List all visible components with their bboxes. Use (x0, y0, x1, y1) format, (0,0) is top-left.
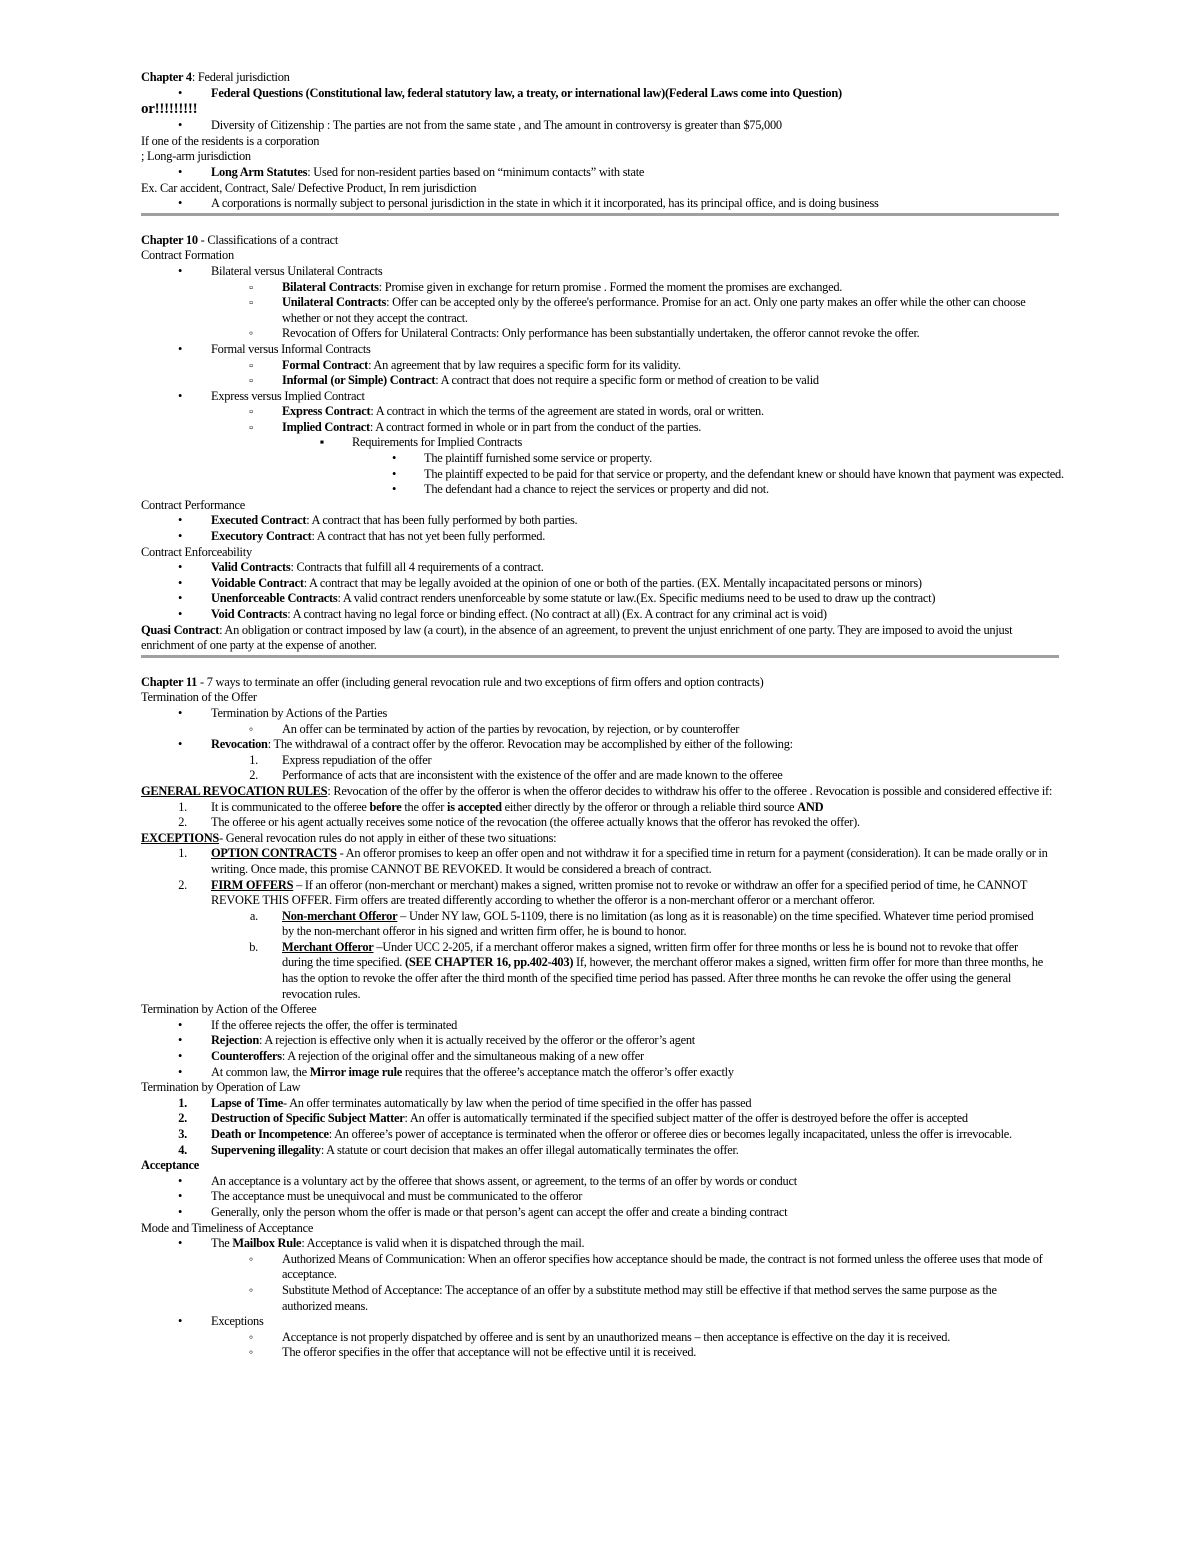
void-label: Void Contracts (211, 607, 288, 621)
mailbox-text: The (211, 1236, 233, 1251)
by-offeree-heading: Termination by Action of the Offeree (141, 1002, 317, 1017)
exceptions-heading (141, 831, 1061, 847)
bullet-icon (173, 513, 187, 529)
illegality-text: : A statute or court decision that makes an offer illegal automatically terminates the offer. (320, 1142, 739, 1157)
void-text: : A contract having no legal force or binding effect. (No contract at all) (Ex. A contract for any criminal act is void) (287, 607, 827, 621)
grr-label: GENERAL REVOCATION RULES (141, 783, 328, 798)
executory-text: : A contract that has not yet been fully performed. (311, 529, 546, 544)
circle-bullet-icon (244, 722, 258, 738)
square-bullet-icon (244, 404, 258, 421)
list-item (141, 768, 1061, 784)
bullet-icon (173, 1205, 187, 1221)
bilateral-text: : Promise given in exchange for return promise . Formed the moment the promises are exchanged. (378, 279, 843, 294)
acc-2-text: The acceptance must be unequivocal and must be communicated to the offeror (211, 1189, 583, 1204)
list-item (141, 264, 1061, 280)
number-marker: 1. (178, 1095, 187, 1110)
bullet-icon (173, 1174, 187, 1190)
mailbox-label: Mailbox Rule (232, 1236, 302, 1251)
list-item (141, 846, 1061, 877)
firm-offers-text: – If an offeror (non-merchant or merchant) makes a signed, written promise not to revoke or withdraw an offer for a specified period of time, he CANNOT REVOKE THIS OFFER. Firm offers are treated differently according to whether the offeror is a non-merchant offeror or a merchant offeror. (211, 877, 1028, 908)
lapse-text: - An offer terminates automatically by law when the period of time specified in the offer has passed (283, 1095, 752, 1110)
mirror-text: At common law, the (211, 1064, 310, 1079)
unenforceable-text: : A valid contract renders unenforceable by some statute or law.(Ex. Specific mediums need to be used to draw up the contract) (337, 591, 936, 606)
chapter-10-label: Chapter 10 (141, 232, 198, 247)
list-item (141, 1174, 1061, 1190)
bullet-icon (173, 1236, 187, 1252)
substitute-text: Substitute Method of Acceptance: The acceptance of an offer by a substitute method may still be effective if that method serves the same purpose as the authorized means. (282, 1282, 997, 1313)
executed-label: Executed Contract (211, 513, 307, 528)
list-item (141, 389, 1061, 405)
bullet-icon (387, 467, 401, 483)
list-item (141, 1189, 1061, 1205)
list-item (141, 1143, 1061, 1159)
req-2-text: The plaintiff expected to be paid for that service or property, and the defendant knew or should have known that payment was expected. (424, 466, 1064, 481)
chapter-10-title: - Classifications of a contract (197, 232, 339, 247)
voidable-text: : A contract that may be legally avoided at the opinion of one or both of the parties. (EX. Mentally incapacitated persons or minors) (303, 575, 922, 590)
list-item (141, 1345, 1061, 1361)
spacer (141, 659, 1061, 675)
contract-performance: Contract Performance (141, 497, 246, 512)
firm-offers-label: FIRM OFFERS (211, 877, 294, 892)
express-text: : A contract in which the terms of the agreement are stated in words, oral or written. (370, 404, 764, 419)
grr-1-text-b: the offer (401, 799, 448, 814)
list-item (141, 529, 1061, 545)
list-item (141, 1330, 1044, 1346)
bullet-icon (173, 1314, 187, 1330)
square-bullet-icon (244, 358, 258, 375)
list-item (141, 404, 1061, 420)
list-item (141, 420, 1061, 436)
bullet-icon (173, 196, 187, 212)
list-item (141, 196, 1061, 212)
termination-heading: Termination of the Offer (141, 690, 257, 705)
list-item (141, 1252, 1044, 1283)
req-implied-text: Requirements for Implied Contracts (352, 435, 523, 450)
square-bullet-icon (244, 373, 258, 390)
lapse-label: Lapse of Time (211, 1095, 284, 1110)
by-parties-text: Termination by Actions of the Parties (211, 705, 388, 720)
bullet-icon (173, 737, 187, 753)
bullet-icon (173, 560, 187, 576)
number-marker: 1. (178, 846, 187, 861)
implied-label: Implied Contract (282, 419, 370, 434)
grr-2-text: The offeree or his agent actually receives some notice of the revocation (the offeree actually knows that the offeror has revoked the offer). (211, 815, 860, 830)
list-item (141, 1065, 1061, 1081)
implied-text: : A contract formed in whole or in part from the conduct of the parties. (369, 419, 702, 434)
acceptance-heading: Acceptance (141, 1158, 200, 1173)
bullet-icon (173, 389, 187, 405)
chapter-11-label: Chapter 11 (141, 674, 198, 689)
voidable-label: Voidable Contract (211, 575, 304, 590)
req-1-text: The plaintiff furnished some service or property. (424, 451, 652, 466)
merchant-text-b: If, however, the merchant offeror makes a signed, written firm offer for more than three months, he has the option to revoke the offer after the third month of the specified time period has passed. After three months he can revoke the offer using the general revocation rules. (282, 955, 1044, 1001)
circle-bullet-icon (244, 326, 258, 342)
chapter-4-label: Chapter 4 (141, 70, 192, 84)
list-item (141, 1127, 1061, 1143)
exc-sub-1-text: Acceptance is not properly dispatched by offeree and is sent by an unauthorized means – then acceptance is effective on the day it is received. (282, 1329, 951, 1344)
chapter-11-title: - 7 ways to terminate an offer (including general revocation rule and two exceptions of firm offers and option contracts) (197, 674, 764, 689)
bullet-icon (173, 529, 187, 545)
mode-heading: Mode and Timeliness of Acceptance (141, 1220, 314, 1235)
rejection-label: Rejection (211, 1033, 259, 1048)
nonmerchant-text: – Under NY law, GOL 5-1109, there is no limitation (as long as it is reasonable) on the time specified. Whatever time period promised by the non-merchant offeror in his signed and written firm offer, he is bound to honor. (282, 908, 1034, 939)
chapter-4-heading (141, 70, 1061, 86)
option-contracts-label: OPTION CONTRACTS (211, 846, 337, 861)
executed-text: : A contract that has been fully performed by both parties. (306, 513, 578, 528)
rev-2-text: Performance of acts that are inconsistent with the existence of the offer and are made known to the offeree (282, 768, 783, 783)
valid-label: Valid Contracts (211, 560, 291, 575)
informal-label: Informal (or Simple) Contract (282, 373, 436, 388)
destruction-text: : An offer is automatically terminated if the specified subject matter of the offer is destroyed before the offer is accepted (404, 1111, 968, 1126)
chapter-11-heading (141, 675, 1061, 691)
exc-sub-2-text: The offeror specifies in the offer that acceptance will not be effective until it is received. (282, 1345, 697, 1360)
bullet-icon (173, 1189, 187, 1205)
unilateral-label: Unilateral Contracts (282, 295, 387, 310)
bullet-icon (173, 607, 187, 623)
bullet-icon (173, 342, 187, 358)
list-item (141, 86, 1061, 102)
list-item (141, 737, 1061, 753)
executory-label: Executory Contract (211, 529, 312, 544)
unenforceable-label: Unenforceable Contracts (211, 591, 338, 606)
list-item (141, 800, 1061, 816)
list-item (141, 1111, 1061, 1127)
option-contracts-text: - An offeror promises to keep an offer open and not withdraw it for a specified time in return for a payment (consideration). It can be made orally or in writing. Once made, this promise CANNOT BE REVOKED. It would be considered a breach of contract. (211, 846, 1048, 876)
exceptions-item-text: Exceptions (211, 1314, 264, 1329)
list-item (141, 280, 1061, 296)
list-item (141, 878, 1061, 909)
circle-bullet-icon (244, 1283, 258, 1299)
number-marker: 2. (178, 1111, 187, 1126)
mailbox-text-b: : Acceptance is valid when it is dispatched through the mail. (301, 1236, 585, 1251)
valid-text: : Contracts that fulfill all 4 requirements of a contract. (290, 560, 544, 575)
circle-bullet-icon (244, 1345, 258, 1361)
list-item (141, 591, 1061, 607)
revocation-text: : The withdrawal of a contract offer by the offeror. Revocation may be accomplished by either of the following: (267, 737, 793, 752)
list-item (141, 576, 1061, 592)
exceptions-label: EXCEPTIONS (141, 830, 220, 845)
bilateral-label: Bilateral Contracts (282, 279, 379, 294)
bullet-icon (387, 482, 401, 498)
list-item (141, 1205, 1061, 1221)
rejection-text: : A rejection is effective only when it is actually received by the offeror or the offeror’s agent (258, 1033, 695, 1048)
number-marker: 1. (178, 799, 187, 814)
bullet-icon (173, 576, 187, 592)
long-arm-label: Long Arm Statutes (211, 164, 308, 179)
bullet-icon (173, 165, 187, 181)
bullet-icon (173, 1049, 187, 1065)
number-marker: 4. (178, 1142, 187, 1157)
quasi-text: : An obligation or contract imposed by law (a court), in the absence of an agreement, to prevent the unjust enrichment of one party. They are imposed to avoid the unjust enrichment of one party at the expense of another. (141, 622, 1013, 653)
diversity-text: Diversity of Citizenship : The parties are not from the same state , and The amount in controversy is greater than $75,000 (211, 118, 782, 133)
list-item (141, 940, 1044, 1002)
federal-questions: Federal Questions (Constitutional law, federal statutory law, a treaty, or international law)(Federal Laws come into Question) (211, 85, 842, 100)
general-revocation-rules (141, 784, 1061, 800)
square-bullet-icon (244, 420, 258, 437)
quasi-contract (141, 623, 1061, 654)
death-label: Death or Incompetence (211, 1127, 329, 1141)
mirror-label: Mirror image rule (309, 1064, 403, 1079)
bullet-icon (173, 1018, 187, 1034)
mirror-text-b: requires that the offeree’s acceptance match the offeror’s offer exactly (402, 1064, 734, 1079)
list-item (141, 909, 1044, 940)
list-item (141, 118, 1061, 134)
list-item (141, 607, 1061, 623)
acc-1-text: An acceptance is a voluntary act by the offeree that shows assent, or agreement, to the terms of an offer by words or conduct (211, 1173, 797, 1188)
corporations-text: A corporations is normally subject to personal jurisdiction in the state in which it it incorporated, has its principal office, and is doing business (211, 196, 879, 211)
exceptions-text: - General revocation rules do not apply in either of these two situations: (219, 830, 557, 845)
list-item (141, 1049, 1061, 1065)
formal-vs-text: Formal versus Informal Contracts (211, 341, 371, 356)
number-marker: 1. (249, 752, 258, 767)
revocation-label: Revocation (211, 737, 268, 752)
list-item (141, 706, 1061, 722)
list-item (141, 451, 1061, 467)
list-item (141, 467, 1064, 483)
section-divider (141, 213, 1059, 216)
list-item (141, 165, 1061, 181)
merchant-text: –Under UCC 2-205, if a merchant offeror makes a signed, written firm offer for three months or less he is bound not to revoke that offer during the time specified. (282, 939, 1018, 970)
number-marker: 2. (178, 877, 187, 892)
grr-text: : Revocation of the offer by the offeror is when the offeror decides to withdraw his offer to the offeree . Revocation is possible and considered effective if: (327, 783, 1053, 798)
express-label: Express Contract (282, 404, 371, 419)
list-item (141, 753, 1061, 769)
nonmerchant-label: Non-merchant Offeror (282, 908, 398, 923)
chapter-4-title: : Federal jurisdiction (191, 70, 290, 84)
grr-1-text-c: either directly by the offeror or through a reliable third source (501, 799, 798, 814)
examples-text: Ex. Car accident, Contract, Sale/ Defective Product, In rem jurisdiction (141, 180, 477, 195)
resident-corp-text: If one of the residents is a corporation (141, 133, 320, 148)
bullet-icon (173, 264, 187, 280)
list-item (141, 560, 1061, 576)
letter-marker: a. (249, 908, 258, 923)
list-item (141, 358, 1061, 374)
list-item (141, 815, 1061, 831)
list-item (141, 326, 1061, 342)
contract-enforceability: Contract Enforceability (141, 544, 252, 559)
letter-marker: b. (249, 939, 258, 954)
list-item (141, 722, 1061, 738)
death-text: : An offeree’s power of acceptance is terminated when the offeror or offeree dies or becomes legally incapacitated, unless the offer is irrevocable. (328, 1127, 1012, 1141)
merchant-chapter-ref: (SEE CHAPTER 16, pp.402-403) (404, 955, 574, 970)
by-parties-sub-text: An offer can be terminated by action of the parties by revocation, by rejection, or by counteroffer (282, 721, 740, 736)
req-3-text: The defendant had a chance to reject the services or property and did not. (424, 482, 769, 497)
quasi-label: Quasi Contract (141, 622, 220, 637)
list-item (141, 295, 1044, 326)
express-vs-text: Express versus Implied Contract (211, 388, 365, 403)
formal-label: Formal Contract (282, 357, 369, 372)
list-item (141, 373, 1061, 389)
grr-1-before: before (369, 799, 402, 814)
bullet-icon (173, 118, 187, 134)
list-item (141, 1033, 1061, 1049)
contract-formation: Contract Formation (141, 248, 234, 263)
authorized-text: Authorized Means of Communication: When an offeror specifies how acceptance should be made, the contract is not formed unless the offeree uses that mode of acceptance. (282, 1251, 1043, 1282)
bullet-icon (173, 1033, 187, 1049)
revocation-unilateral-text: Revocation of Offers for Unilateral Contracts: Only performance has been substantially undertaken, the offeror cannot revoke the offer. (282, 326, 920, 341)
rev-1-text: Express repudiation of the offer (282, 752, 432, 767)
by-operation-heading: Termination by Operation of Law (141, 1080, 301, 1095)
number-marker: 2. (249, 768, 258, 783)
bullet-icon (173, 706, 187, 722)
grr-1-text: It is communicated to the offeree (211, 799, 370, 814)
or-text: or!!!!!!!!! (141, 101, 198, 118)
number-marker: 2. (178, 815, 187, 830)
list-item (141, 482, 1061, 498)
bilateral-vs-text: Bilateral versus Unilateral Contracts (211, 263, 383, 278)
grr-1-and: AND (797, 799, 824, 814)
grr-1-accepted: is accepted (447, 799, 502, 814)
bullet-icon (173, 86, 187, 102)
long-arm-intro: ; Long-arm jurisdiction (141, 149, 251, 164)
merchant-label: Merchant Offeror (282, 939, 374, 954)
list-item (141, 342, 1061, 358)
counteroffers-text: : A rejection of the original offer and the simultaneous making of a new offer (281, 1049, 644, 1064)
bullet-icon (173, 591, 187, 607)
chapter-10-heading (141, 233, 1061, 249)
acc-3-text: Generally, only the person whom the offer is made or that person’s agent can accept the offer and create a binding contract (211, 1204, 788, 1219)
destruction-label: Destruction of Specific Subject Matter (211, 1111, 405, 1126)
bullet-icon (387, 451, 401, 467)
square-bullet-icon (244, 280, 258, 297)
long-arm-text: : Used for non-resident parties based on “minimum contacts” with state (307, 164, 645, 179)
offeree-1-text: If the offeree rejects the offer, the offer is terminated (211, 1017, 458, 1032)
unilateral-text: : Offer can be accepted only by the offeree's performance. Promise for an act. Only one party makes an offer while the other can choose whether or not they accept the contract. (282, 295, 1026, 325)
circle-bullet-icon (244, 1330, 258, 1346)
filled-square-bullet-icon (315, 435, 329, 451)
formal-text: : An agreement that by law requires a specific form for its validity. (368, 357, 681, 372)
spacer (141, 217, 1061, 233)
list-item (141, 1314, 1061, 1330)
list-item (141, 1096, 1061, 1112)
list-item (141, 513, 1061, 529)
number-marker: 3. (178, 1127, 187, 1141)
list-item (141, 1283, 1044, 1314)
counteroffers-label: Counteroffers (211, 1049, 282, 1064)
list-item (141, 435, 1061, 451)
bullet-icon (173, 1065, 187, 1081)
document-page (141, 70, 1064, 1361)
section-divider (141, 655, 1059, 658)
circle-bullet-icon (244, 1252, 258, 1268)
list-item (141, 1236, 1061, 1252)
informal-text: : A contract that does not require a specific form or method of creation to be valid (435, 373, 819, 388)
list-item (141, 1018, 1061, 1034)
square-bullet-icon (244, 295, 258, 312)
illegality-label: Supervening illegality (211, 1142, 321, 1157)
